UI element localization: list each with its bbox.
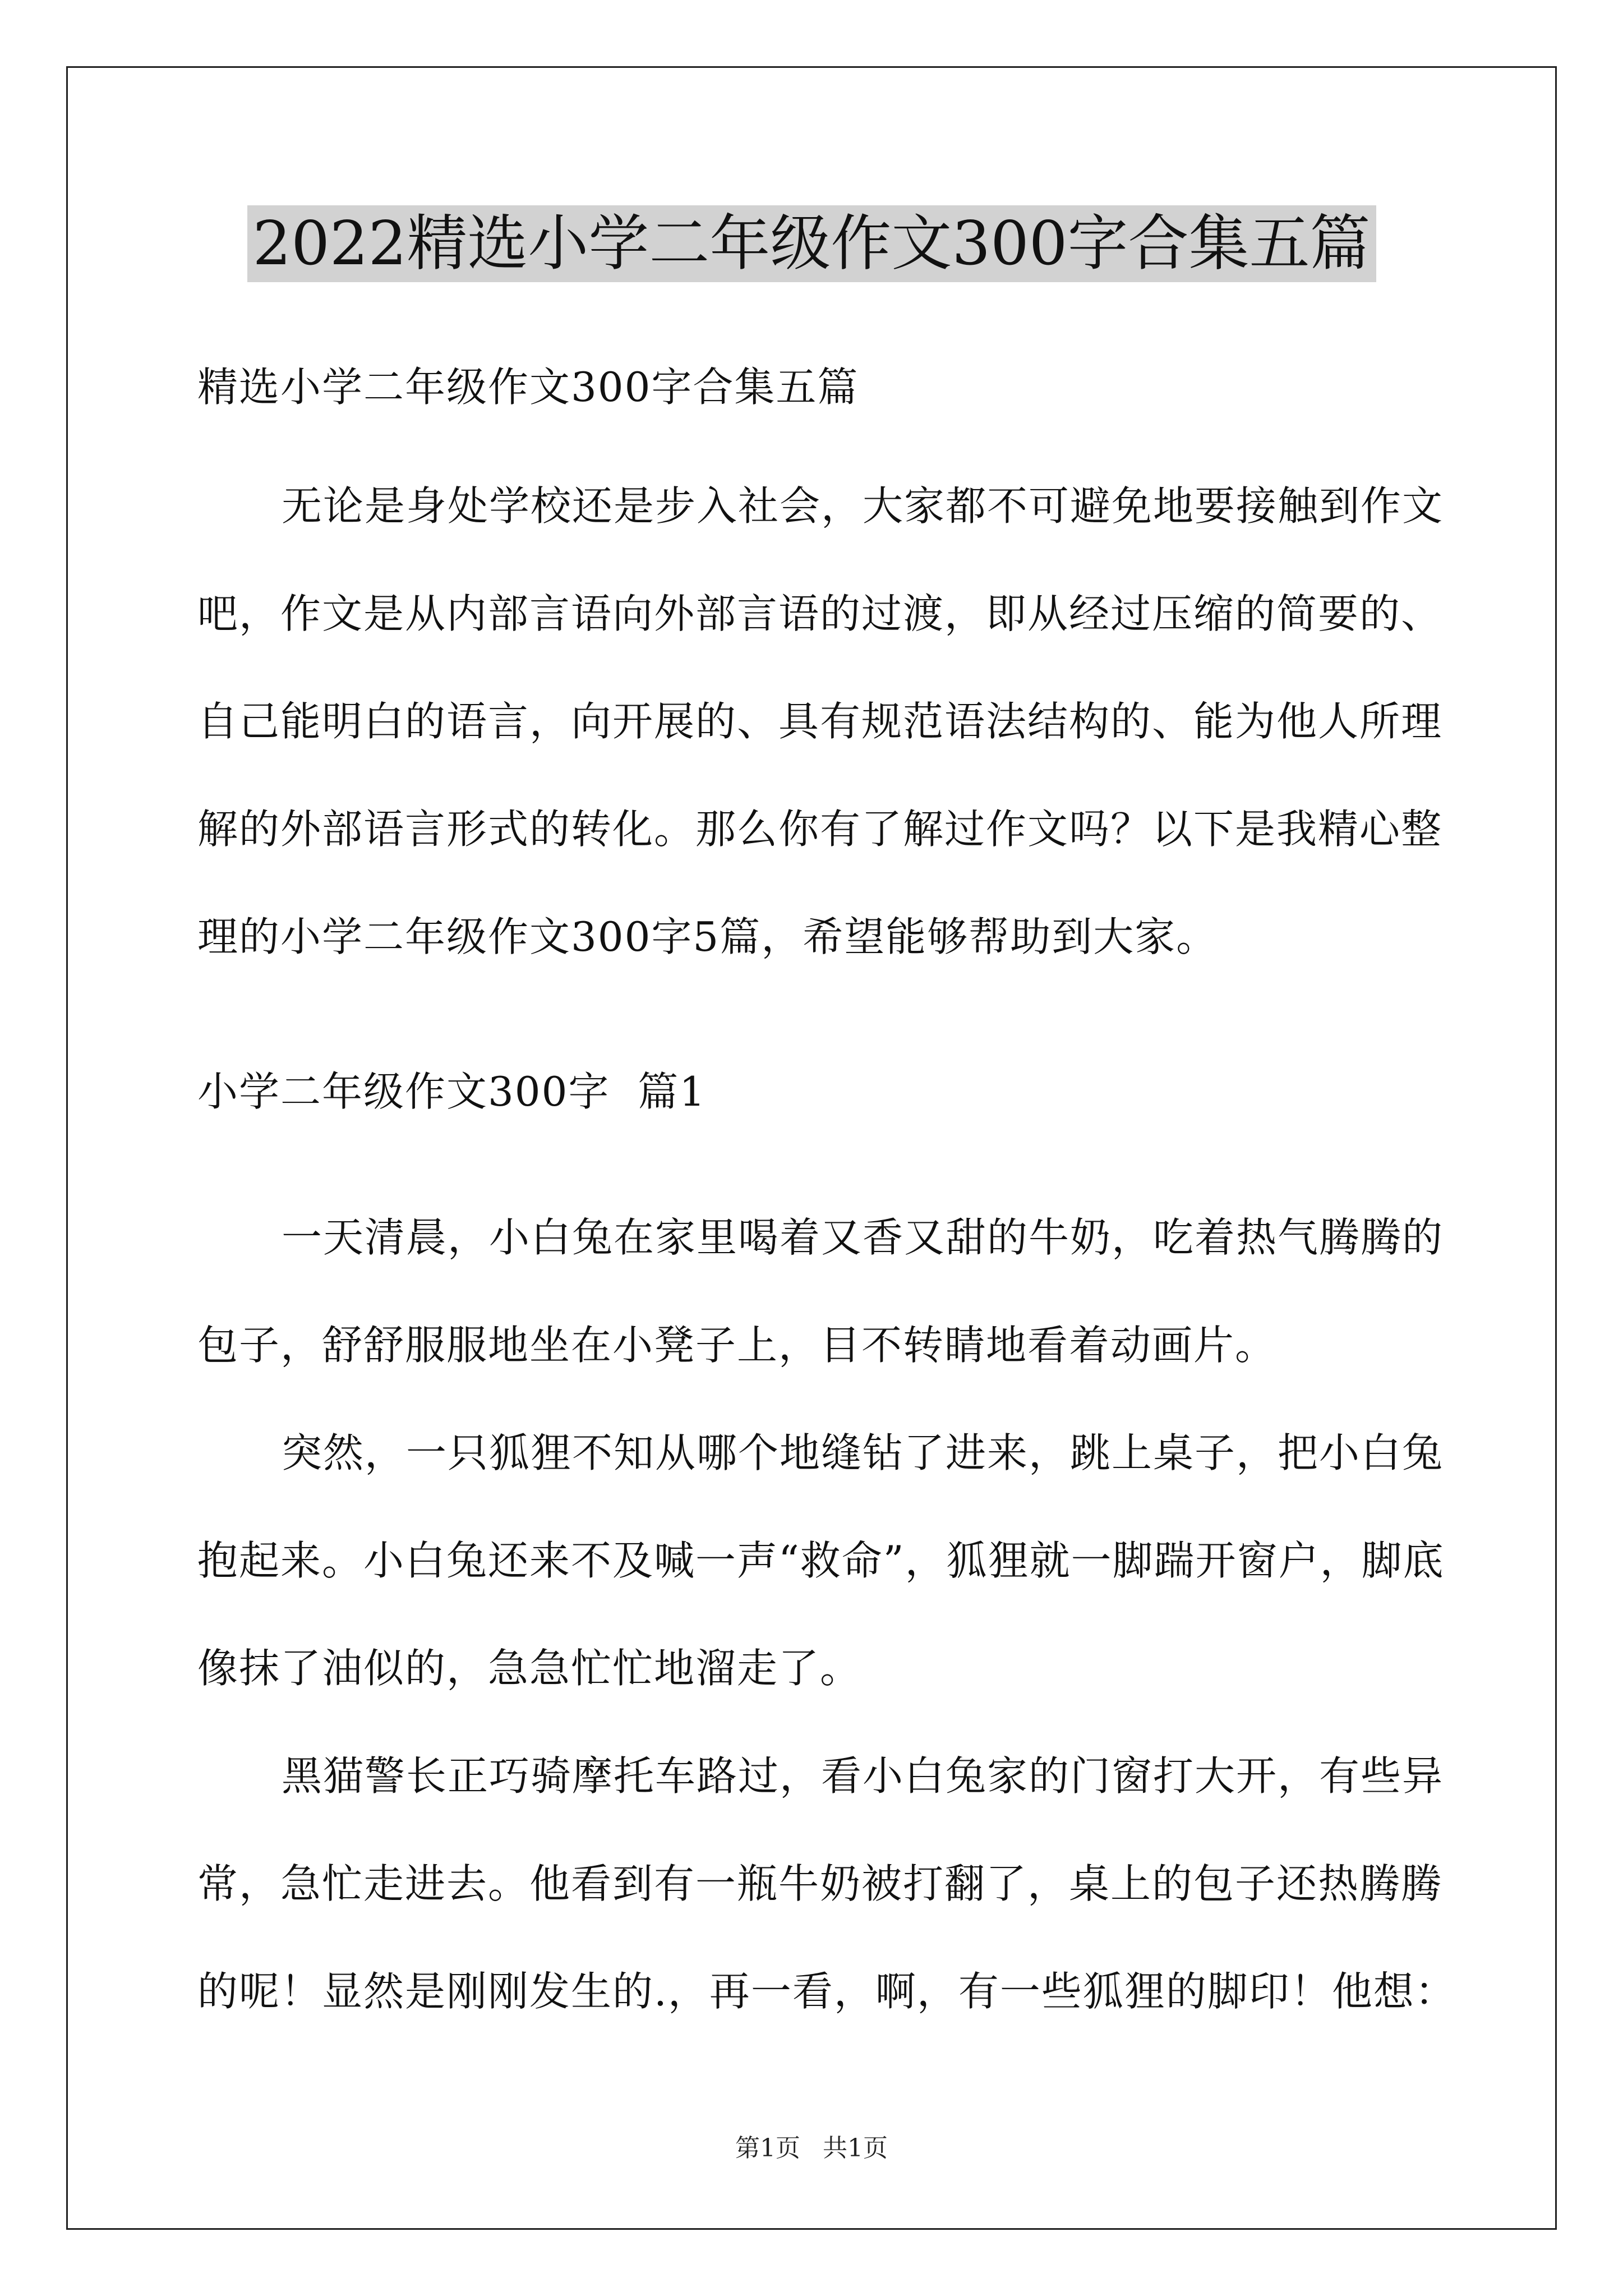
document-title-text: 2022精选小学二年级作文300字合集五篇: [247, 205, 1376, 282]
essay-line: 突然，一只狐狸不知从哪个地缝钻了进来，跳上桌子，把小白兔: [282, 1429, 1444, 1476]
essay-line: 的呢！显然是刚刚发生的.，再一看，啊，有一些狐狸的脚印！他想：: [197, 1968, 1456, 2015]
page-footer: [0, 2132, 1623, 2165]
intro-line: 无论是身处学校还是步入社会，大家都不可避免地要接触到作文: [282, 482, 1444, 530]
document-title: [0, 202, 1623, 286]
intro-line: 理的小学二年级作文300字5篇，希望能够帮助到大家。: [197, 913, 1218, 960]
intro-paragraph: [197, 452, 1444, 991]
essay-line: 包子，舒舒服服地坐在小凳子上，目不转睛地看着动画片。: [197, 1322, 1277, 1369]
page-total: 共1页: [823, 2134, 888, 2162]
essay-paragraph: [197, 1184, 1444, 1399]
essay-line: 黑猫警长正巧骑摩托车路过，看小白兔家的门窗打大开，有些异: [282, 1752, 1444, 1800]
intro-line: 解的外部语言形式的转化。那么你有了解过作文吗？以下是我精心整: [197, 806, 1443, 853]
essay-paragraph: [197, 1399, 1445, 1722]
section-heading: 小学二年级作文300字 篇1: [197, 1068, 707, 1115]
essay-line: 抱起来。小白兔还来不及喊一声“救命”，狐狸就一脚踹开窗户，脚底: [197, 1537, 1445, 1584]
intro-line: 吧，作文是从内部言语向外部言语的过渡，即从经过压缩的简要的、: [197, 590, 1443, 637]
essay-line: 常，急忙走进去。他看到有一瓶牛奶被打翻了，桌上的包子还热腾腾: [197, 1860, 1443, 1907]
document-subtitle: 精选小学二年级作文300字合集五篇: [197, 364, 859, 411]
essay-line: 像抹了油似的，急急忙忙地溜走了。: [197, 1645, 862, 1692]
essay-paragraph: [197, 1722, 1456, 2045]
intro-line: 自己能明白的语言，向开展的、具有规范语法结构的、能为他人所理: [197, 698, 1443, 745]
page-number: 第1页: [735, 2134, 800, 2162]
essay-line: 一天清晨，小白兔在家里喝着又香又甜的牛奶，吃着热气腾腾的: [282, 1214, 1444, 1261]
